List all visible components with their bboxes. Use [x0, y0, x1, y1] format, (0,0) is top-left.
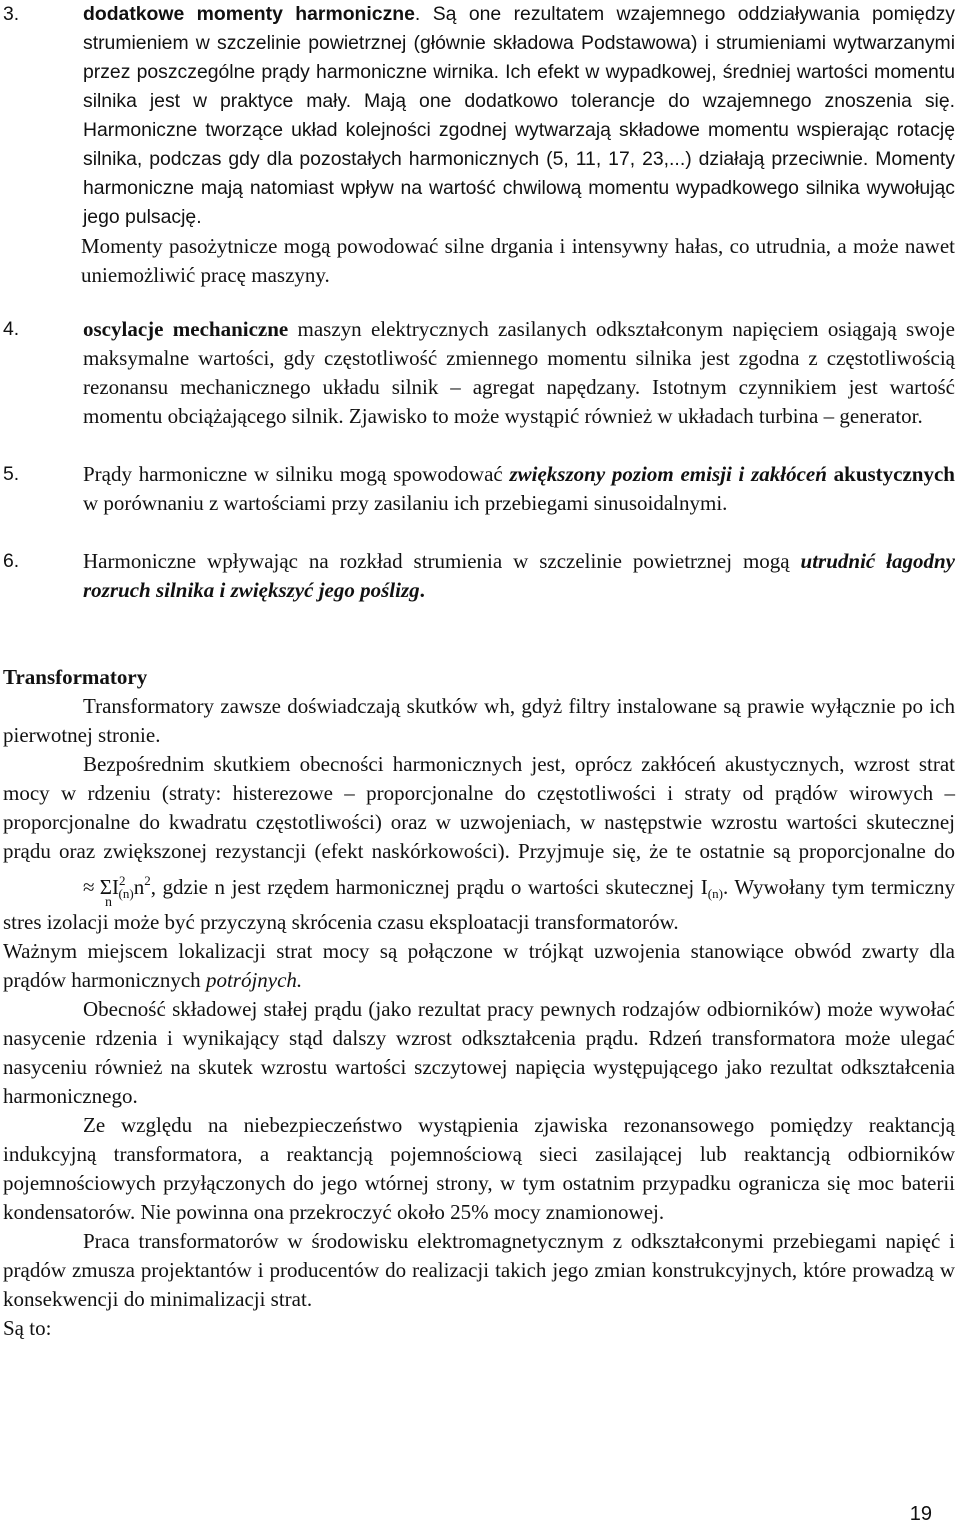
item-number: 6. — [3, 550, 20, 572]
current-symbol: I — [112, 875, 120, 899]
item-number: 5. — [3, 463, 20, 485]
paragraph-2 — [3, 750, 955, 937]
harmonic-order: n — [133, 875, 145, 899]
item-body-after: . — [419, 578, 425, 602]
item-emphasis: utrudnić łagodny rozruch silnika i zwiększyć jego poślizg — [83, 549, 955, 602]
item-body-before: Prądy harmoniczne w silniku mogą spowodować — [83, 462, 510, 486]
item-body-after: w porównaniu z wartościami przy zasilaniu ich przebiegami sinusoidalnymi. — [83, 491, 728, 515]
paragraph-6: Praca transformatorów w środowisku elektromagnetycznym z odkształconymi przebiegami napięć i prądów zmusza projektantów i producentów do realizacji takich jego zmian konstrukcyjnych, które prowadzą w konsekwencji do minimalizacji strat. — [3, 1229, 955, 1311]
paragraph-1: Transformatory zawsze doświadczają skutków wh, gdyż filtry instalowane są prawie wyłącznie po ich pierwotnej stronie. — [3, 694, 955, 747]
list-item-6 — [3, 547, 955, 605]
list-item-4 — [3, 315, 955, 431]
harmonic-subscript: (n) — [118, 886, 134, 901]
approx-symbol: ≈ — [83, 875, 95, 899]
sigma-symbol: Σ — [99, 875, 113, 899]
square-exponent: 2 — [119, 873, 126, 888]
paragraph-2-mid: , gdzie n jest rzędem harmonicznej prądu o wartości skutecznej I — [150, 875, 708, 899]
item-title: oscylacje mechaniczne — [83, 317, 289, 341]
paragraph-3 — [3, 937, 955, 995]
item-body: maszyn elektrycznych zasilanych odkształconym napięciem osiągają swoje maksymalne wartości, gdy częstotliwość zmiennego momentu silnika jest zgodna z częstotliwością rezonansu mechanicznego układu silnik – agregat napędzany. Istotnym czynnikiem jest wartość momentu obciążającego silnik. Zjawisko to może wystąpić również w układach turbina – generator. — [83, 317, 955, 428]
list-item-5 — [3, 460, 955, 518]
paragraph-5: Ze względu na niebezpieczeństwo wystąpienia zjawiska rezonansowego pomiędzy reaktancją indukcyjną transformatora, a reaktancją pojemnościową sieci zasilającej lub reaktancją odbiorników pojemnościowych przyłączonych do jego wtórnej strony, w tym ostatnim przypadku ogranicza się moc baterii kondensatorów. Nie powinna ona przekroczyć około 25% mocy znamionowej. — [3, 1113, 955, 1224]
item-bold: akustycznych — [833, 462, 955, 486]
paragraph-2-end: . Wywołany tym termiczny stres izolacji może być przyczyną skrócenia czasu eksploatacji transformatorów. — [3, 875, 955, 934]
section-heading: Transformatory — [3, 665, 148, 689]
paragraph-7: Są to: — [3, 1316, 52, 1340]
sigma-subscript: n — [105, 895, 112, 910]
page-number: 19 — [909, 1503, 932, 1525]
paragraph-4: Obecność składowej stałej prądu (jako rezultat pracy pewnych rodzajów odbiorników) może wywołać nasycenie rdzenia i wynikający stąd dalszy wzrost odkształcenia prądu. Rdzeń transformatora może ulegać nasyceniu również na skutek wzrostu wartości szczytowej napięcia występującego jako rezultat odkształcenia harmonicznego. — [3, 997, 955, 1108]
item-body-before: Harmoniczne wpływając na rozkład strumienia w szczelinie powietrznej mogą — [83, 549, 801, 573]
item-title: dodatkowe momenty harmoniczne — [83, 3, 415, 25]
paragraph-3-text: Ważnym miejscem lokalizacji strat mocy są połączone w trójkąt uzwojenia stanowiące obwód zwarty dla prądów harmonicznych — [3, 939, 955, 992]
paragraph-3-italic: potrójnych. — [205, 968, 303, 992]
item-body: . Są one rezultatem wzajemnego oddziaływania pomiędzy strumieniem w szczelinie powietrznej (głównie składowa Podstawowa) i strumieniami wytwarzanymi przez poszczególne prądy harmoniczne wirnika. Ich efekt w wypadkowej, średniej wartości momentu silnika jest w praktyce mały. Mają one dodatkowo tolerancje do wzajemnego znoszenia się. Harmoniczne tworzące układ kolejności zgodnej wytwarzają składowe momentu wspierając rotację silnika, podczas gdy dla pozostałych harmonicznych (5, 11, 17, 23,...) działają przeciwnie. Momenty harmoniczne mają natomiast wpływ na wartość chwilową momentu wypadkowego silnika wywołując jego pulsację. — [83, 3, 955, 228]
paragraph-2-start: Bezpośrednim skutkiem obecności harmonicznych jest, oprócz zakłóceń akustycznych, wzrost strat mocy w rdzeniu (straty: histerezowe – proporcjonalne do częstotliwości i straty od prądów wirowych – proporcjonalne do kwadratu częstotliwości) oraz w uzwojeniach, w następstwie wzrostu wartości skutecznej prądu oraz zwiększonej rezystancji (efekt naskórkowości). Przyjmuje się, że te ostatnie są proporcjonalne do — [3, 752, 955, 863]
item-extra: Momenty pasożytnicze mogą powodować silne drgania i intensywny hałas, co utrudnia, a może nawet uniemożliwić pracę maszyny. — [81, 234, 955, 287]
sum-formula — [3, 866, 151, 908]
item-number: 4. — [3, 318, 20, 340]
list-item-3 — [3, 0, 955, 290]
section-transformatory — [3, 663, 955, 1343]
item-number: 3. — [3, 3, 20, 25]
square-exponent-2: 2 — [144, 873, 151, 888]
item-emphasis: zwiększony poziom emisji i zakłóceń — [509, 462, 827, 486]
paragraph-2-sub: (n) — [707, 886, 723, 901]
